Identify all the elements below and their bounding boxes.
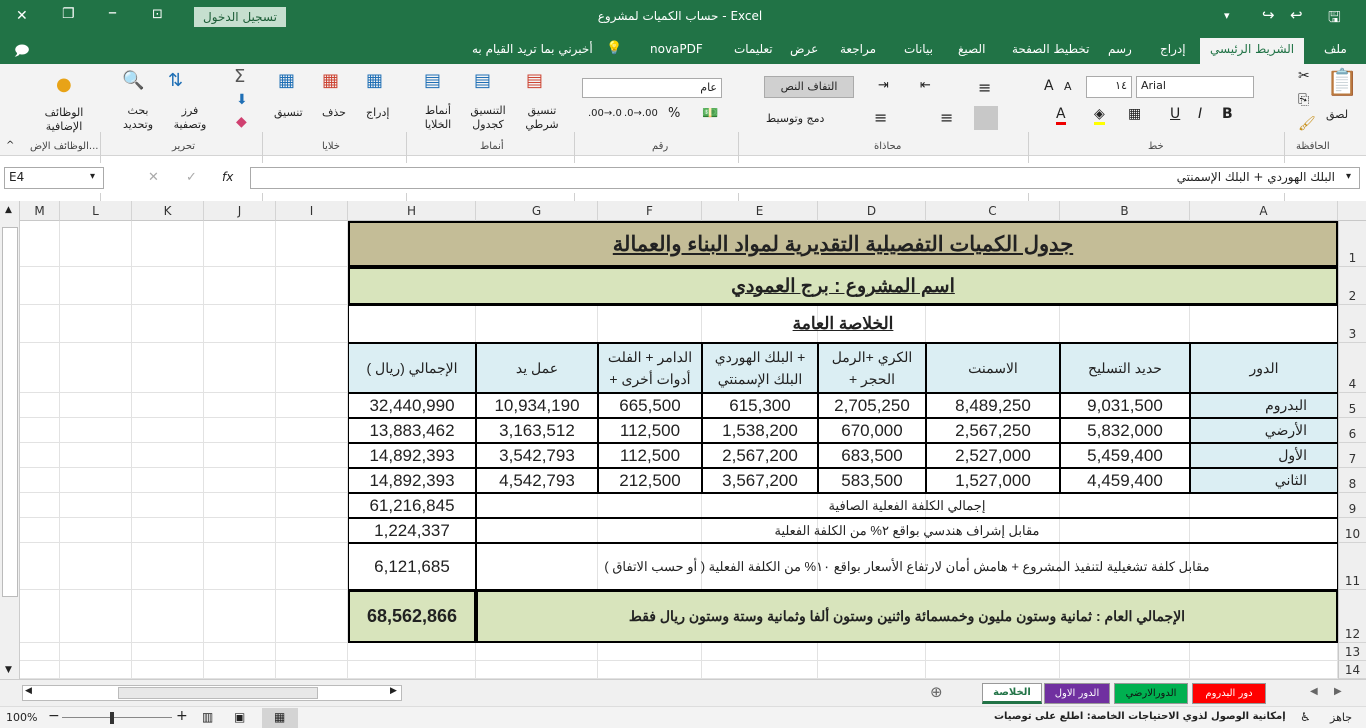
clear-icon[interactable]: ◆ (236, 114, 247, 130)
expand-formula-icon[interactable]: ▾ (1346, 171, 1352, 182)
insert-function-button[interactable]: fx (222, 170, 234, 184)
customize-toolbar-icon[interactable]: ▾ (1224, 9, 1230, 22)
format-icon: ▦ (278, 70, 296, 91)
value-cell[interactable]: 112,500 (598, 443, 702, 468)
column-header[interactable]: D (818, 201, 926, 221)
value-cell[interactable]: 10,934,190 (476, 393, 598, 418)
value-cell[interactable]: 14,892,393 (348, 468, 476, 493)
redo-icon[interactable]: ↪ (1262, 6, 1275, 24)
value-cell[interactable]: 14,892,393 (348, 443, 476, 468)
row-header[interactable]: 6 (1338, 418, 1366, 443)
operating-cost-value[interactable]: 6,121,685 (348, 543, 476, 590)
scroll-up-icon[interactable]: ▲ (5, 205, 12, 215)
shrink-font-icon[interactable]: A (1064, 80, 1072, 93)
save-icon[interactable]: 🖫 (1328, 8, 1341, 26)
value-cell[interactable]: 583,500 (818, 468, 926, 493)
zoom-slider-thumb[interactable] (110, 712, 114, 724)
value-cell[interactable]: 665,500 (598, 393, 702, 418)
group-addins-label: الوظائف الإض... (30, 141, 99, 152)
header-text: الدور (1249, 360, 1279, 376)
paste-button[interactable]: لصق (1326, 108, 1349, 121)
cell-styles-icon: ▤ (424, 70, 442, 91)
summary-title-cell[interactable]: الخلاصة العامة (348, 305, 1338, 343)
fill-color-icon[interactable]: ◈ (1094, 106, 1105, 125)
find-select-button[interactable]: بحث وتحديد (122, 104, 154, 131)
fill-icon[interactable]: ⬇ (236, 92, 248, 108)
value-cell[interactable]: 112,500 (598, 418, 702, 443)
header-backfill-tools[interactable] (598, 343, 702, 393)
sheet-tab-basement[interactable]: دور البدروم (1192, 683, 1266, 704)
normal-view-icon: ▦ (274, 710, 286, 724)
font-color-icon[interactable]: A (1056, 106, 1066, 125)
header-text: + أدوات أخرى (609, 371, 691, 387)
tab-page-layout[interactable]: تخطيط الصفحة (1012, 42, 1090, 56)
minimize-icon[interactable]: – (108, 2, 117, 23)
row-header[interactable]: 1 (1338, 221, 1366, 267)
row-header[interactable]: 2 (1338, 267, 1366, 305)
header-text: الإجمالي (ريال ) (366, 360, 458, 376)
tab-review[interactable]: مراجعة (840, 42, 877, 56)
insert-cells-icon: ▦ (366, 70, 384, 91)
value-cell[interactable]: 13,883,462 (348, 418, 476, 443)
row-header[interactable]: 3 (1338, 305, 1366, 343)
sort-filter-icon: ⇅ (168, 70, 184, 91)
sort-filter-button[interactable]: فرز وتصفية (173, 104, 207, 131)
outdent-icon[interactable]: ⇤ (920, 78, 931, 93)
ready-status: جاهز (1330, 711, 1353, 724)
value-cell[interactable]: 670,000 (818, 418, 926, 443)
collapse-ribbon-icon[interactable]: ^ (6, 140, 15, 151)
delete-icon: ▦ (322, 70, 340, 91)
row-header[interactable]: 7 (1338, 443, 1366, 468)
value-cell[interactable]: 1,527,000 (926, 468, 1060, 493)
operating-cost-label[interactable]: مقابل كلفة تشغيلية لتنفيذ المشروع + هامش أمان لارتفاع الأسعار بواقع ١٠% من الكلفة الفعلية ( أو حسب الاتفاق ) (476, 543, 1338, 590)
currency-icon[interactable]: 💵 (702, 106, 719, 121)
row-header[interactable]: 4 (1338, 343, 1366, 393)
horizontal-scroll-thumb[interactable] (118, 687, 318, 699)
value-cell[interactable]: 4,459,400 (1060, 468, 1190, 493)
header-blocks[interactable] (702, 343, 818, 393)
value-cell[interactable]: 5,832,000 (1060, 418, 1190, 443)
grow-font-icon[interactable]: A (1044, 78, 1054, 94)
column-header[interactable]: M (20, 201, 60, 221)
decrease-decimal-icon[interactable]: .00→.0 (588, 108, 622, 119)
add-sheet-icon[interactable]: ⊕ (930, 683, 943, 701)
column-header[interactable]: G (476, 201, 598, 221)
column-header[interactable]: B (1060, 201, 1190, 221)
zoom-out-icon[interactable]: − (48, 708, 60, 724)
value-cell[interactable]: 32,440,990 (348, 393, 476, 418)
format-as-table-button[interactable]: التنسيق كجدول (470, 104, 506, 131)
header-text: عمل يد (515, 360, 559, 376)
cell-styles-button[interactable]: أنماط الخلايا (424, 104, 452, 131)
value-cell[interactable]: 2,527,000 (926, 443, 1060, 468)
align-center-icon[interactable]: ≡ (940, 108, 954, 127)
tab-formulas[interactable]: الصيغ (958, 42, 986, 56)
addins-button[interactable]: الوظائف الإضافية (44, 106, 84, 133)
project-name-cell[interactable]: اسم المشروع : برج العمودي (348, 267, 1338, 305)
header-text: حديد التسليح (1088, 360, 1162, 376)
zoom-slider[interactable] (62, 717, 172, 718)
accessibility-status[interactable]: إمكانية الوصول لذوي الاحتياجات الخاصة: اطلع على توصيات (994, 711, 1286, 722)
increase-decimal-icon[interactable]: .0→.00 (624, 108, 658, 119)
group-font-label: خط (1148, 141, 1164, 152)
copy-icon[interactable]: ⎘ (1298, 92, 1310, 108)
name-box[interactable]: E4 (4, 167, 104, 189)
addins-icon: ● (56, 74, 72, 95)
value-cell[interactable]: 683,500 (818, 443, 926, 468)
header-text: الكري +الرمل (831, 349, 913, 365)
group-styles-label: أنماط (480, 141, 504, 152)
window-title: حساب الكميات لمشروع - Excel (597, 9, 763, 23)
align-left-icon[interactable] (974, 106, 998, 130)
net-cost-value[interactable]: 61,216,845 (348, 493, 476, 518)
format-table-icon: ▤ (474, 70, 492, 91)
cancel-icon[interactable]: ✕ (148, 170, 159, 185)
grand-total-label[interactable]: الإجمالي العام : ثمانية وستون مليون وخمسمائة واثنين وستون ألفا وثمانية وستة وستون ريال فقط (476, 590, 1338, 643)
zoom-level[interactable]: 100% (6, 711, 38, 724)
indent-icon[interactable]: ⇥ (878, 78, 889, 93)
value-cell[interactable]: 9,031,500 (1060, 393, 1190, 418)
align-right-icon[interactable]: ≡ (874, 108, 888, 127)
vertical-scroll-thumb[interactable] (2, 227, 18, 597)
accessibility-icon: ♿ (1300, 710, 1311, 724)
group-cells-label: خلايا (322, 141, 340, 152)
row-header[interactable]: 10 (1338, 518, 1366, 543)
bold-icon[interactable]: B (1222, 106, 1233, 122)
column-header[interactable]: J (204, 201, 276, 221)
header-gravel-sand[interactable] (818, 343, 926, 393)
table-title-cell[interactable]: جدول الكميات التفصيلية التقديرية لمواد البناء والعمالة (348, 221, 1338, 267)
column-header[interactable]: K (132, 201, 204, 221)
ribbon (0, 64, 1366, 156)
conditional-format-icon: ▤ (526, 70, 544, 91)
undo-icon[interactable]: ↩ (1290, 6, 1303, 24)
row-header[interactable]: 5 (1338, 393, 1366, 418)
value-cell[interactable]: 2,705,250 (818, 393, 926, 418)
row-header[interactable]: 12 (1338, 590, 1366, 643)
value-cell[interactable]: 3,163,512 (476, 418, 598, 443)
prev-sheet-icon[interactable]: ◀ (1310, 686, 1318, 697)
next-sheet-icon[interactable]: ▶ (1334, 686, 1342, 697)
value-cell[interactable]: 3,542,793 (476, 443, 598, 468)
tab-novapdf[interactable]: novaPDF (650, 42, 703, 56)
value-cell[interactable]: 3,567,200 (702, 468, 818, 493)
row-header[interactable]: 8 (1338, 468, 1366, 493)
row-header[interactable]: 9 (1338, 493, 1366, 518)
sign-in-button[interactable]: تسجيل الدخول (194, 7, 286, 27)
sheet-tab-ground-floor[interactable]: الدورالارضي (1114, 683, 1188, 704)
scroll-down-icon[interactable]: ▼ (5, 665, 12, 675)
cut-icon[interactable]: ✂ (1298, 68, 1310, 84)
value-cell[interactable]: 1,538,200 (702, 418, 818, 443)
restore-icon[interactable]: ❐ (62, 6, 75, 22)
merge-center-button[interactable]: دمج وتوسيط (766, 112, 825, 125)
grand-total-value[interactable]: 68,562,866 (348, 590, 476, 643)
tab-help[interactable]: تعليمات (734, 42, 773, 56)
group-editing-label: تحرير (172, 141, 196, 152)
header-text: البلك الإسمنتي (717, 371, 803, 387)
header-floor[interactable] (1190, 343, 1338, 393)
scroll-right-icon[interactable]: ▶ (390, 686, 397, 696)
header-cement[interactable] (926, 343, 1060, 393)
value-cell[interactable]: 4,542,793 (476, 468, 598, 493)
zoom-in-icon[interactable]: + (176, 708, 188, 724)
net-cost-label[interactable]: إجمالي الكلفة الفعلية الصافية (476, 493, 1338, 518)
header-rebar[interactable] (1060, 343, 1190, 393)
header-total[interactable] (348, 343, 476, 393)
title-bar (0, 0, 1366, 34)
select-all-corner[interactable] (1338, 201, 1366, 221)
header-text: الدامر + الفلت (607, 349, 693, 365)
autosum-icon[interactable]: Σ (234, 66, 246, 87)
column-header[interactable]: I (276, 201, 348, 221)
close-icon[interactable]: ✕ (16, 8, 28, 24)
column-header[interactable]: A (1190, 201, 1338, 221)
column-header[interactable]: E (702, 201, 818, 221)
formula-input[interactable]: البلك الهوردي + البلك الإسمنتي (250, 167, 1360, 189)
sheet-tab-summary[interactable]: الخلاصة (982, 683, 1042, 704)
tab-draw[interactable]: رسم (1108, 42, 1132, 56)
group-number-label: رقم (652, 141, 669, 152)
italic-icon[interactable]: I (1198, 106, 1203, 122)
format-button[interactable]: تنسيق (274, 106, 303, 119)
status-bar (0, 706, 1366, 728)
tab-home[interactable]: الشريط الرئيسي (1200, 38, 1304, 64)
page-break-view-icon[interactable]: ▥ (202, 710, 214, 724)
lightbulb-icon: 💡 (606, 41, 623, 56)
formula-bar (0, 163, 1366, 193)
tab-tell-me[interactable]: أخبرني بما تريد القيام به (472, 42, 593, 56)
value-cell[interactable]: 2,567,200 (702, 443, 818, 468)
sheet-tabs-bar (0, 679, 1366, 706)
value-cell[interactable]: 5,459,400 (1060, 443, 1190, 468)
borders-icon[interactable]: ▦ (1128, 106, 1142, 122)
paste-icon: 📋 (1326, 68, 1359, 98)
header-labor[interactable] (476, 343, 598, 393)
worksheet-grid[interactable] (0, 201, 1366, 679)
ribbon-display-icon[interactable]: ⊡ (152, 7, 163, 22)
group-alignment-label: محاذاة (874, 141, 902, 152)
floor-name-cell[interactable]: الأول (1190, 443, 1338, 468)
column-header[interactable]: F (598, 201, 702, 221)
scroll-left-icon[interactable]: ◀ (25, 686, 32, 696)
column-header[interactable]: L (60, 201, 132, 221)
header-text: البلك الهوردي + (714, 349, 806, 365)
value-cell[interactable]: 615,300 (702, 393, 818, 418)
find-icon: 🔍 (122, 70, 145, 91)
floor-name-cell[interactable]: البدروم (1190, 393, 1338, 418)
tab-data[interactable]: بيانات (904, 42, 933, 56)
font-name-select[interactable]: Arial (1136, 76, 1254, 98)
ribbon-tabs (0, 34, 1366, 64)
enter-icon[interactable]: ✓ (186, 170, 197, 185)
font-size-select[interactable]: ١٤ (1086, 76, 1132, 98)
comments-icon[interactable]: 🗩 (14, 43, 30, 59)
format-painter-icon[interactable]: 🖌 (1298, 116, 1316, 132)
page-layout-view-icon[interactable]: ▣ (234, 710, 246, 724)
insert-button[interactable]: إدراج (366, 106, 390, 119)
underline-icon[interactable]: U (1170, 106, 1181, 122)
floor-name-cell[interactable]: الأرضي (1190, 418, 1338, 443)
wrap-text-button[interactable]: التفاف النص (764, 76, 854, 98)
row-header[interactable]: 11 (1338, 543, 1366, 590)
supervision-label[interactable]: مقابل إشراف هندسي بواقع ٢% من الكلفة الفعلية (476, 518, 1338, 543)
header-text: + الحجر (848, 371, 896, 387)
name-box-dropdown-icon[interactable]: ▾ (90, 171, 96, 182)
align-middle-icon[interactable]: ≡ (978, 78, 992, 97)
supervision-value[interactable]: 1,224,337 (348, 518, 476, 543)
tab-file[interactable]: ملف (1324, 42, 1347, 56)
group-clipboard-label: الحافظة (1296, 141, 1330, 152)
header-text: الاسمنت (968, 360, 1018, 376)
tab-view[interactable]: عرض (790, 42, 819, 56)
value-cell[interactable]: 212,500 (598, 468, 702, 493)
number-format-select[interactable]: عام (582, 78, 722, 98)
column-header[interactable]: C (926, 201, 1060, 221)
value-cell[interactable]: 8,489,250 (926, 393, 1060, 418)
tab-insert[interactable]: إدراج (1160, 42, 1186, 56)
floor-name-cell[interactable]: الثاني (1190, 468, 1338, 493)
percent-icon[interactable]: % (668, 106, 681, 121)
delete-button[interactable]: حذف (322, 106, 346, 119)
column-header[interactable]: H (348, 201, 476, 221)
conditional-format-button[interactable]: تنسيق شرطي (525, 104, 559, 131)
row-header[interactable]: 13 (1338, 643, 1366, 661)
row-header[interactable]: 14 (1338, 661, 1366, 679)
sheet-tab-first-floor[interactable]: الدور الاول (1044, 683, 1110, 704)
value-cell[interactable]: 2,567,250 (926, 418, 1060, 443)
